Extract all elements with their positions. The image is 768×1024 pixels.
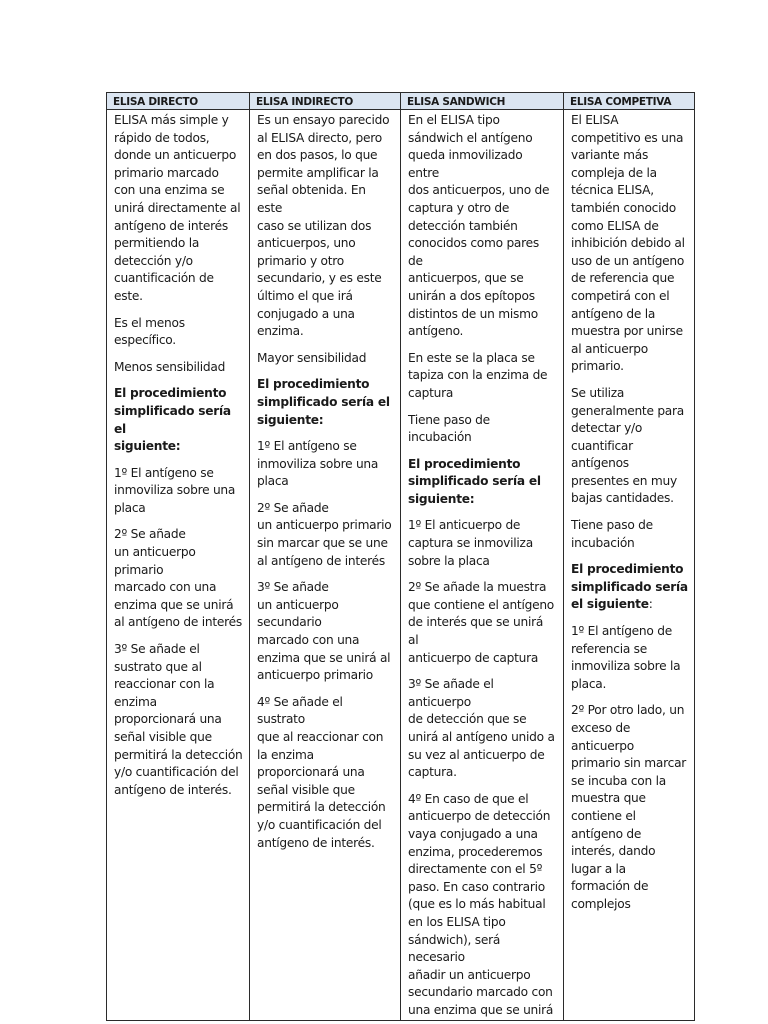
step-paragraph: 2º Se añade un anticuerpo primario marcado con una enzima que se unirá al antígeno de interés (114, 527, 242, 630)
step-paragraph: 3º Se añade el anticuerpo de detección que se unirá al antígeno unido a su vez al anticuerpo de captura. (408, 677, 555, 780)
step-paragraph: 1º El anticuerpo de captura se inmoviliza sobre la placa (408, 518, 533, 568)
header-elisa-directo: ELISA DIRECTO (107, 93, 250, 110)
procedure-heading-text: El procedimiento simplificado sería el siguiente: (408, 456, 541, 506)
paragraph: En este se la placa se tapiza con la enzima de captura (408, 350, 548, 400)
cell-elisa-indirecto (250, 110, 401, 1021)
procedure-heading-text: El procedimiento simplificado sería el siguiente: (257, 377, 390, 427)
procedure-heading (571, 561, 688, 614)
step-paragraph: 1º El antígeno de referencia se inmoviliza sobre la placa. (571, 624, 681, 691)
procedure-heading-text: El procedimiento simplificado sería el siguiente (571, 562, 688, 612)
step-paragraph: 4º En caso de que el anticuerpo de detección vaya conjugado a una enzima, procederemos directamente con el 5º paso. En caso contrario (que es lo más habitual en los ELISA tipo sándwich), será necesario añadir un anticuerpo secundario marcado con una enzima que se unirá (408, 791, 554, 1017)
paragraph: Es el menos específico. (114, 315, 185, 348)
step-paragraph: 4º Se añade el sustrato que al reaccionar con la enzima proporcionará una señal visible que permitirá la detección y/o cuantificación del antígeno de interés. (257, 694, 386, 850)
step-paragraph: 3º Se añade el sustrato que al reaccionar con la enzima proporcionará una señal visible que permitirá la detección y/o cuantificación del antígeno de interés. (114, 642, 243, 797)
step-paragraph: 1º El antígeno se inmoviliza sobre una placa (257, 439, 379, 489)
cell-elisa-sandwich (401, 110, 564, 1021)
step-paragraph: 2º Se añade la muestra que contiene el antígeno de interés que se unirá al anticuerpo de captura (408, 580, 555, 665)
paragraph: El ELISA competitivo es una variante más compleja de la técnica ELISA, también conocido como ELISA de inhibición debido al uso de un antígeno de referencia que competirá con el antígeno de la muestra por unirse al anticuerpo primario. (571, 113, 685, 374)
paragraph: Se utiliza generalmente para detectar y/o cuantificar antígenos presentes en muy bajas cantidades. (571, 385, 685, 506)
procedure-heading (257, 376, 394, 429)
procedure-heading (408, 456, 557, 509)
comparison-table (106, 92, 695, 1021)
paragraph: Mayor sensibilidad (257, 350, 367, 365)
step-paragraph: 1º El antígeno se inmoviliza sobre una placa (114, 465, 236, 515)
header-elisa-sandwich: ELISA SANDWICH (401, 93, 564, 110)
paragraph: Es un ensayo parecido al ELISA directo, pero en dos pasos, lo que permite amplificar la señal obtenida. En este caso se utilizan dos anticuerpos, uno primario y otro secundario, y es este último el que irá conjugado a una enzima. (257, 113, 390, 339)
procedure-heading-colon: : (648, 597, 653, 612)
paragraph: En el ELISA tipo sándwich el antígeno queda inmovilizado entre dos anticuerpos, uno de captura y otro de detección también conocidos como pares de anticuerpos, que se unirán a dos epítopos distintos de un mismo antígeno. (408, 113, 550, 339)
paragraph: ELISA más simple y rápido de todos, donde un anticuerpo primario marcado con una enzima se unirá directamente al antígeno de interés permitiendo la detección y/o cuantificación de este. (114, 113, 241, 303)
procedure-heading-text: El procedimiento simplificado sería el siguiente: (114, 386, 231, 454)
header-elisa-indirecto: ELISA INDIRECTO (250, 93, 401, 110)
paragraph: Menos sensibilidad (114, 359, 226, 374)
header-elisa-competiva: ELISA COMPETIVA (564, 93, 695, 110)
paragraph: Tiene paso de incubación (408, 412, 490, 445)
step-paragraph: 2º Se añade un anticuerpo primario sin marcar que se une al antígeno de interés (257, 500, 392, 568)
step-paragraph: 2º Por otro lado, un exceso de anticuerpo primario sin marcar se incuba con la muestra que contiene el antígeno de interés, dando lugar a la formación de complejos (571, 703, 687, 911)
step-paragraph: 3º Se añade un anticuerpo secundario marcado con una enzima que se unirá al anticuerpo primario (257, 580, 391, 683)
procedure-heading (114, 385, 243, 455)
cell-elisa-directo (107, 110, 250, 1021)
content-row (107, 110, 695, 1021)
cell-elisa-competiva (564, 110, 695, 1021)
header-row (107, 93, 695, 110)
paragraph: Tiene paso de incubación (571, 518, 653, 550)
